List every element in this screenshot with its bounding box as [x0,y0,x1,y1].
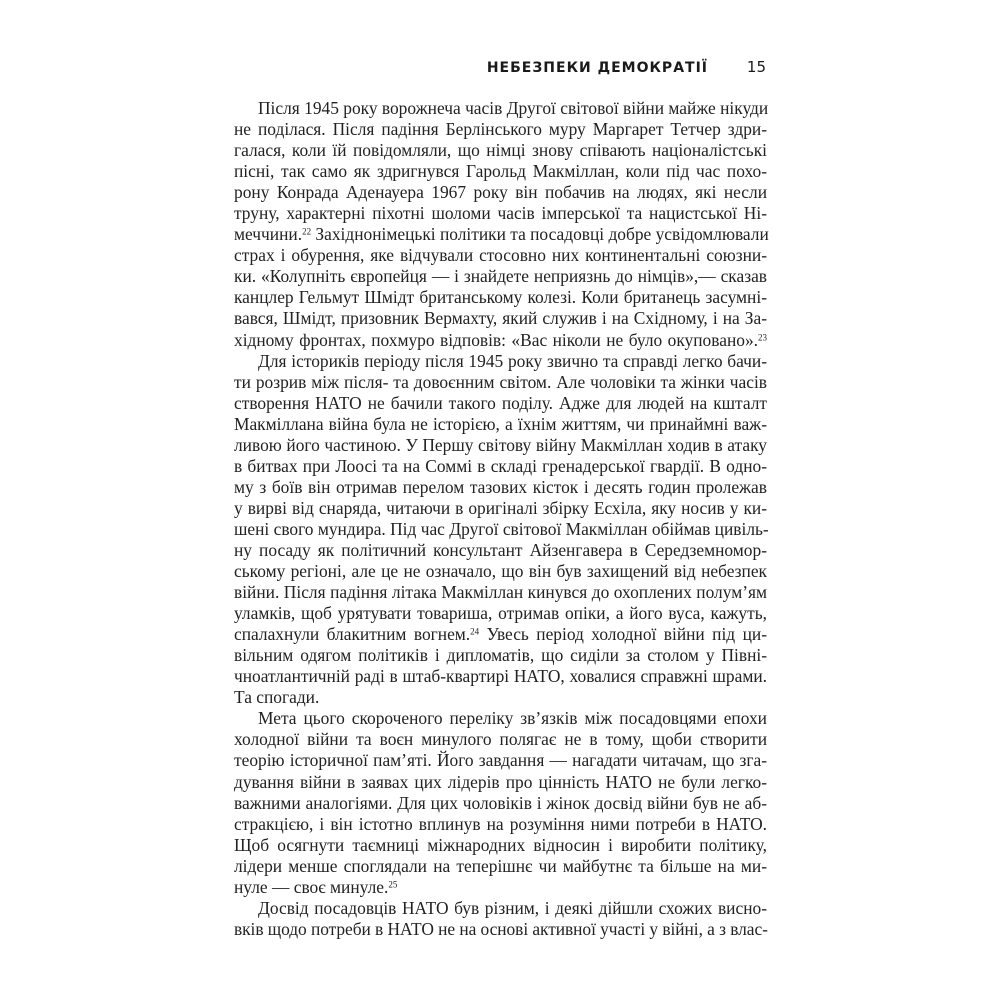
text-line: Для істориків періоду після 1945 року звично та справді легко бачи- [258,350,767,371]
text-line: Щоб осягнути таємниці міжнародних відносин і виробити політику, [234,834,767,855]
text-line: пісні, так само як здригнувся Гарольд Макміллан, коли під час похо- [234,161,767,182]
text-line: рону Конрада Аденауера 1967 року він побачив на людях, які несли [234,182,767,203]
footnote-marker: 24 [470,626,480,637]
footnote-marker: 22 [302,226,312,237]
text-line: Після 1945 року ворожнеча часів Другої світової війни майже нікуди [258,98,769,118]
text-line: му з боїв він отримав перелом тазових кісток і десять годин пролежав [234,476,767,497]
text-line: створення НАТО не бачили такого поділу. Адже для людей на кшталт [234,392,767,413]
body-text [234,98,767,940]
text-line: нуле — своє минуле.$^{25}$ [234,876,398,897]
text-line: страх і обурення, яке відчували стосовно них континентальні союзни- [234,245,767,266]
running-title: НЕБЕЗПЕКИ ДЕМОКРАТІЇ [486,60,708,76]
text-line: у вирві від снаряда, читаючи в оригіналі збірку Есхіла, яку носив у ки- [234,497,767,518]
text-line: меччини.$^{22}$ Західнонімецькі політики та посадовці добре усвідомлювали [234,224,769,245]
text-line: канцлер Гельмут Шмідт британському колезі. Коли британець засумні- [234,287,767,308]
text-line: Досвід посадовців НАТО був різним, і деякі дійшли схожих висно- [258,897,767,918]
text-line: шені свого мундира. Під час Другої світової Макміллан обіймав цивіль- [234,518,769,539]
text-line: чноатлантичній раді в штаб-квартирі НАТО, ховалися справжні шрами. [234,666,767,687]
text-line: спалахнули блакитним вогнем.$^{24}$ Увесь період холодної війни під ци- [234,624,767,645]
text-line: ну посаду як політичний консультант Айзенгавера в Середземномор- [234,539,767,560]
text-line: ському регіоні, але це не означало, що він був захищений від небезпек [234,561,767,582]
footnote-marker: 25 [388,879,398,890]
running-head [230,58,766,82]
text-line: вків щодо потреби в НАТО не на основі активної участі у війні, а з влас- [234,918,768,939]
text-line: дування війни в заявах цих лідерів про цінність НАТО не були легко- [234,771,767,792]
text-line: важними аналогіями. Для цих чоловіків і жінок досвід війни був не аб- [234,792,767,813]
text-line: не поділася. Після падіння Берлінського муру Маргарет Тетчер здри- [234,119,767,140]
text-line: ливою його частиною. У Першу світову війну Макміллан ходив в атаку [234,434,767,455]
text-line: Макміллана війна була не історією, а їхнім життям, чи принаймні важ- [234,413,767,434]
text-line: стракцією, і він істотно вплинув на розуміння ними потреби в НАТО. [234,813,767,834]
page-number: 15 [746,58,766,76]
text-line: ки. «Колупніть європейця — і знайдете неприязнь до німців»,— сказав [234,266,767,287]
text-line: ти розрив між після- та довоєнним світом. Але чоловіки та жінки часів [234,371,767,392]
text-line: Та спогади. [234,687,320,708]
text-line: Мета цього скороченого переліку зв’язків між посадовцями епохи [258,708,767,729]
text-line: уламків, щоб урятувати товариша, отримав опіки, а його вуса, кажуть, [234,603,767,624]
text-line: холодної війни та воєн минулого полягає не в тому, щоби створити [234,729,767,750]
text-line: галася, коли їй повідомляли, що німці знову співають націоналістські [234,140,767,161]
text-line: труну, характерні піхотні шоломи часів імперської та нацистської Ні- [234,203,767,224]
text-line: вільним одягом політиків і дипломатів, що сиділи за столом у Півні- [234,645,767,666]
text-line: вався, Шмідт, призовник Вермахту, який служив і на Східному, і на За- [234,308,767,329]
text-line: хідному фронтах, похмуро відповів: «Вас ніколи не було окуповано».$^{23}$ [234,329,767,350]
text-line: війни. Після падіння літака Макміллан кинувся до охоплених полум’ям [234,582,767,603]
text-line: в битвах при Лоосі та на Соммі в складі гренадерської гвардії. В одно- [234,455,767,476]
text-line: лідери менше споглядали на теперішнє чи майбутнє та більше на ми- [234,855,767,876]
text-line: теорію історичної пам’яті. Його завдання — нагадати читачам, що зга- [234,750,767,771]
footnote-marker: 23 [758,332,767,343]
